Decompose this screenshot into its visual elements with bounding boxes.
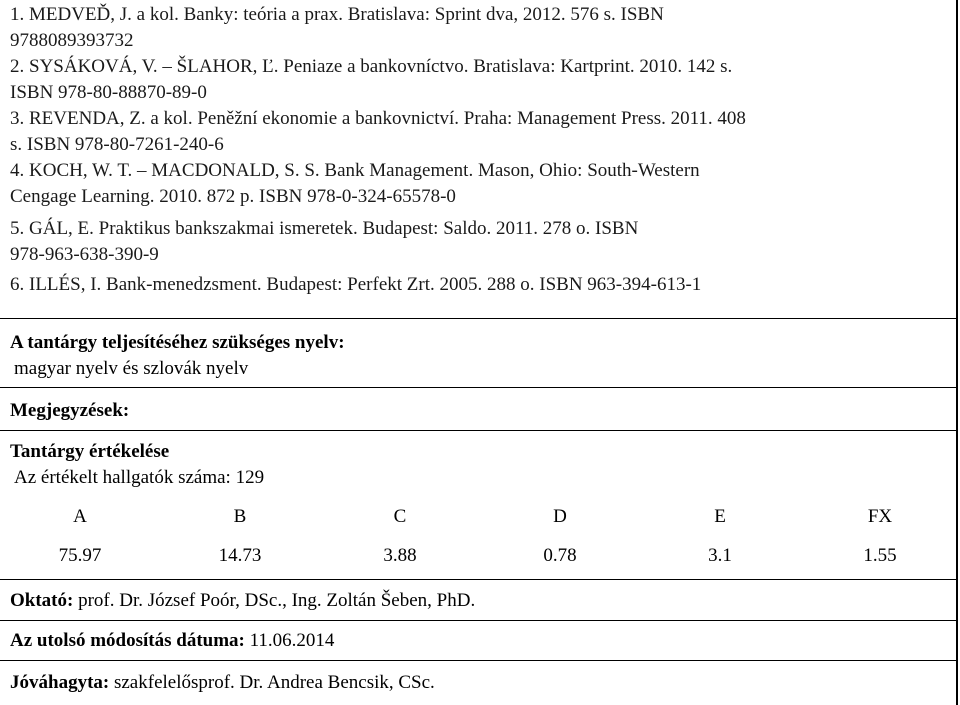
grade-header: FX bbox=[867, 506, 893, 527]
reference-list bbox=[0, 0, 956, 319]
grade-header: B bbox=[233, 506, 247, 527]
grade-value: 3.1 bbox=[708, 545, 732, 566]
reference-item: 2. SYSÁKOVÁ, V. – ŠLAHOR, Ľ. Peniaze a bankovníctvo. Bratislava: Kartprint. 2010. 142 s. ISBN 978-80-88870-89-0 bbox=[10, 56, 733, 103]
divider bbox=[0, 579, 956, 580]
reference-item: 3. REVENDA, Z. a kol. Peněžní ekonomie a bankovnictví. Praha: Management Press. 2011. 408 s. ISBN 978-80-7261-240-6 bbox=[10, 108, 746, 155]
grade-header: E bbox=[714, 506, 726, 527]
lecturer-label: Oktató: bbox=[10, 590, 74, 611]
lecturer-value: prof. Dr. József Poór, DSc., Ing. Zoltán Šeben, PhD. bbox=[73, 590, 476, 611]
last-change-label: Az utolsó módosítás dátuma: bbox=[10, 630, 245, 651]
language-label: A tantárgy teljesítéséhez szükséges nyelv: bbox=[10, 332, 345, 353]
grade-value: 75.97 bbox=[58, 545, 102, 566]
reference-item: 5. GÁL, E. Praktikus bankszakmai ismeretek. Budapest: Saldo. 2011. 278 o. ISBN 978-963-638-390-9 bbox=[10, 218, 639, 265]
divider bbox=[0, 660, 956, 661]
grade-value: 14.73 bbox=[218, 545, 262, 566]
reference-item: 6. ILLÉS, I. Bank-menedzsment. Budapest: Perfekt Zrt. 2005. 288 o. ISBN 963-394-613-1 bbox=[10, 274, 702, 295]
notes-label: Megjegyzések: bbox=[10, 400, 130, 421]
grade-header: C bbox=[393, 506, 407, 527]
lecturer-line bbox=[10, 588, 475, 614]
divider bbox=[0, 387, 956, 388]
grade-header-row bbox=[0, 504, 956, 530]
grade-header: D bbox=[553, 506, 567, 527]
evaluation-count: Az értékelt hallgatók száma: 129 bbox=[14, 467, 265, 488]
language-value: magyar nyelv és szlovák nyelv bbox=[14, 358, 249, 379]
grade-header: A bbox=[73, 506, 87, 527]
grade-value: 3.88 bbox=[383, 545, 417, 566]
divider bbox=[0, 620, 956, 621]
last-change-line bbox=[10, 628, 334, 654]
approved-label: Jóváhagyta: bbox=[10, 672, 110, 693]
approved-line bbox=[10, 670, 435, 696]
grade-value: 1.55 bbox=[863, 545, 897, 566]
last-change-value: 11.06.2014 bbox=[244, 630, 335, 651]
reference-item: 1. MEDVEĎ, J. a kol. Banky: teória a prax. Bratislava: Sprint dva, 2012. 576 s. ISBN 9788089393732 bbox=[10, 4, 664, 51]
divider bbox=[0, 430, 956, 431]
grade-value: 0.78 bbox=[543, 545, 577, 566]
grade-value-row bbox=[0, 543, 956, 569]
approved-value: szakfelelősprof. Dr. Andrea Bencsik, CSc. bbox=[109, 672, 435, 693]
reference-item: 4. KOCH, W. T. – MACDONALD, S. S. Bank Management. Mason, Ohio: South-Western Cengage Learning. 2010. 872 p. ISBN 978-0-324-65578-0 bbox=[10, 160, 700, 207]
evaluation-label: Tantárgy értékelése bbox=[10, 441, 170, 462]
